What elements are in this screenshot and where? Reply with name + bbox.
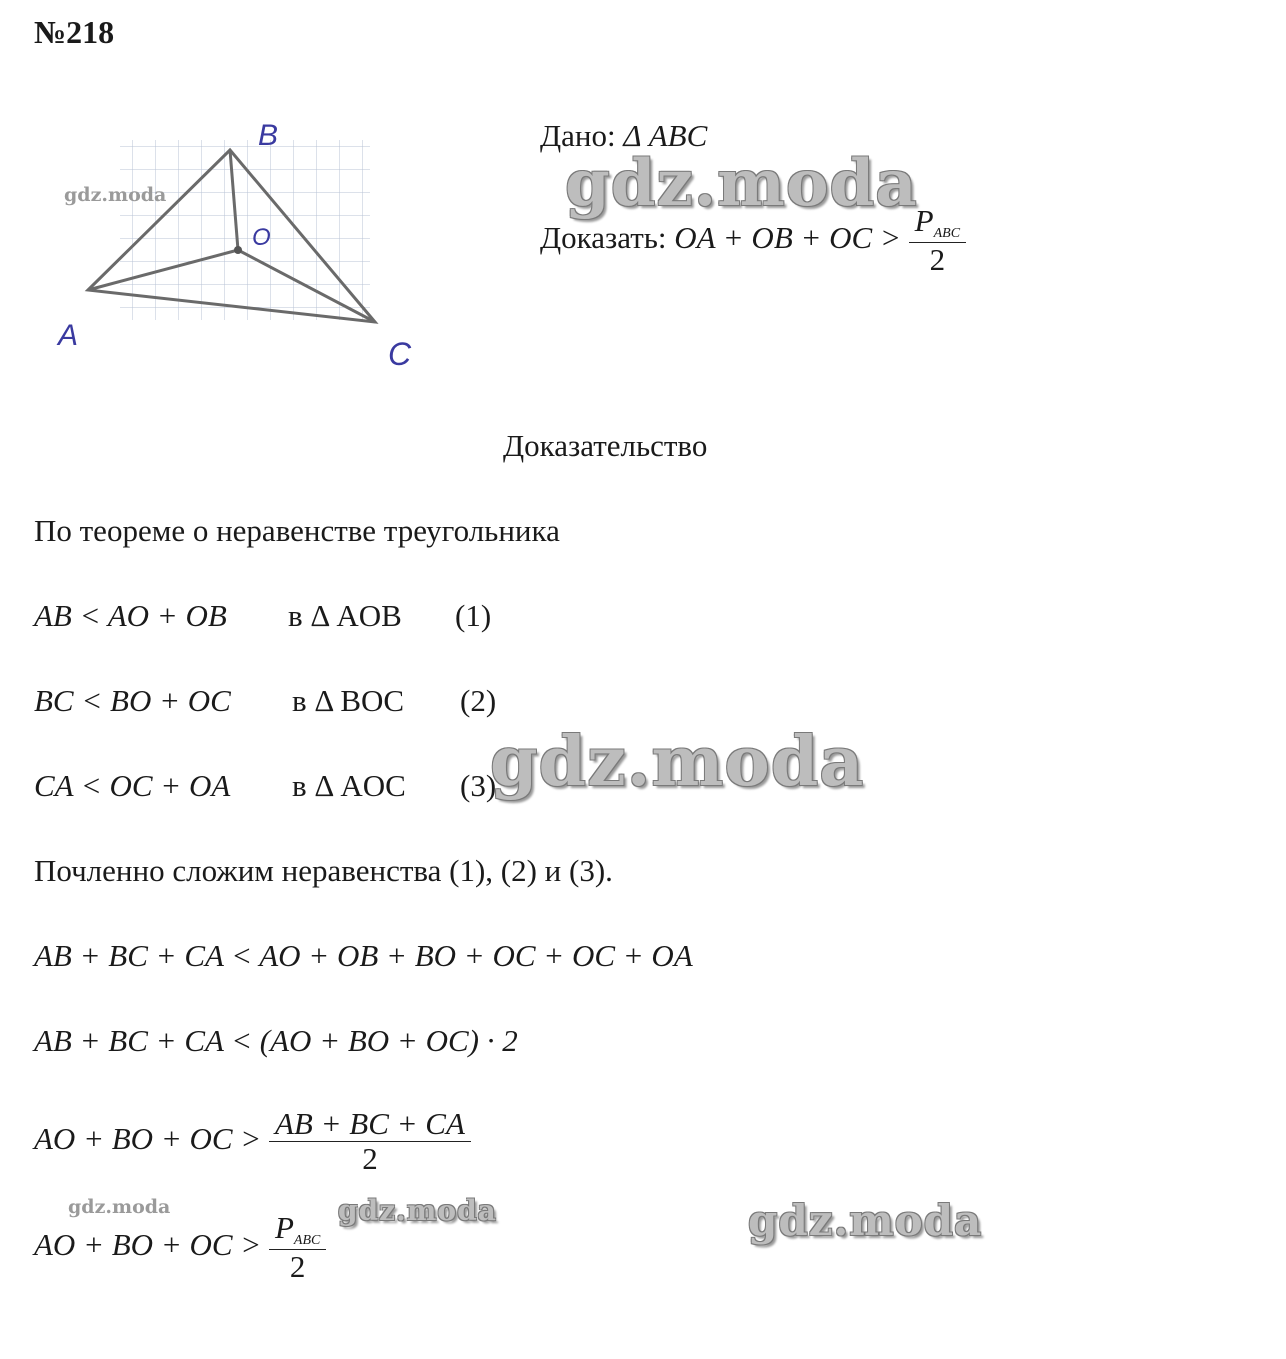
ineq-2-where: в Δ BOC — [292, 683, 405, 718]
prove-label: Доказать: — [540, 220, 667, 255]
watermark-bottom-right: gdz.moda — [748, 1196, 983, 1245]
problem-number: №218 — [34, 14, 115, 50]
fraction-denominator: 2 — [929, 241, 946, 277]
sum-text: Почленно сложим неравенства (1), (2) и (3). — [34, 853, 613, 888]
step-4-fraction — [269, 1212, 326, 1284]
watermark-middle: gdz.moda — [490, 722, 865, 802]
ineq-1-expr: AB < AO + OB — [34, 598, 227, 633]
perimeter-letter: P — [274, 1210, 294, 1245]
step-4 — [34, 1212, 326, 1284]
ineq-2-tag: (2) — [460, 683, 497, 718]
prove-line — [540, 205, 966, 277]
proof-heading: Доказательство — [503, 428, 708, 463]
ineq-1-where: в Δ AOB — [288, 598, 402, 633]
triangle-figure — [40, 100, 440, 390]
perimeter-sub: ABC — [293, 1233, 321, 1248]
step-3-fraction — [269, 1108, 471, 1176]
ineq-1-tag: (1) — [455, 598, 492, 633]
label-o: O — [252, 224, 271, 251]
prove-lhs: OA + OB + OC > — [674, 220, 901, 255]
ineq-2-expr: BC < BO + OC — [34, 683, 231, 718]
watermark-small-left: gdz.moda — [68, 1196, 171, 1218]
watermark-bottom-mid: gdz.moda — [338, 1194, 497, 1227]
watermark-top: gdz.moda — [565, 146, 918, 221]
label-b: B — [258, 119, 279, 152]
step-2: AB + BC + CA < (AO + BO + OC) · 2 — [34, 1023, 518, 1058]
ineq-3-expr: CA < OC + OA — [34, 768, 231, 803]
prove-fraction — [909, 205, 966, 277]
ineq-3-tag: (3) — [460, 768, 497, 803]
step-1: AB + BC + CA < AO + OB + BO + OC + OC + OA — [34, 938, 693, 973]
point-o — [234, 246, 242, 254]
label-a: A — [58, 319, 79, 352]
given-value: Δ ABC — [623, 118, 708, 153]
perimeter-letter: P — [914, 203, 934, 238]
step-3-lhs: AO + BO + OC > — [34, 1120, 262, 1156]
ineq-3-where: в Δ AOC — [292, 768, 406, 803]
label-c: C — [388, 336, 412, 372]
step-3-numerator: AB + BC + CA — [269, 1108, 471, 1142]
intro-text: По теореме о неравенстве треугольника — [34, 513, 560, 548]
step-3 — [34, 1108, 471, 1176]
step-3-denominator: 2 — [362, 1140, 378, 1176]
given-label: Дано: — [540, 118, 616, 153]
fraction-denominator: 2 — [269, 1249, 326, 1284]
perimeter-sub: ABC — [933, 226, 961, 241]
watermark-small-figure: gdz.moda — [64, 184, 167, 206]
step-4-lhs: AO + BO + OC > — [34, 1227, 262, 1262]
